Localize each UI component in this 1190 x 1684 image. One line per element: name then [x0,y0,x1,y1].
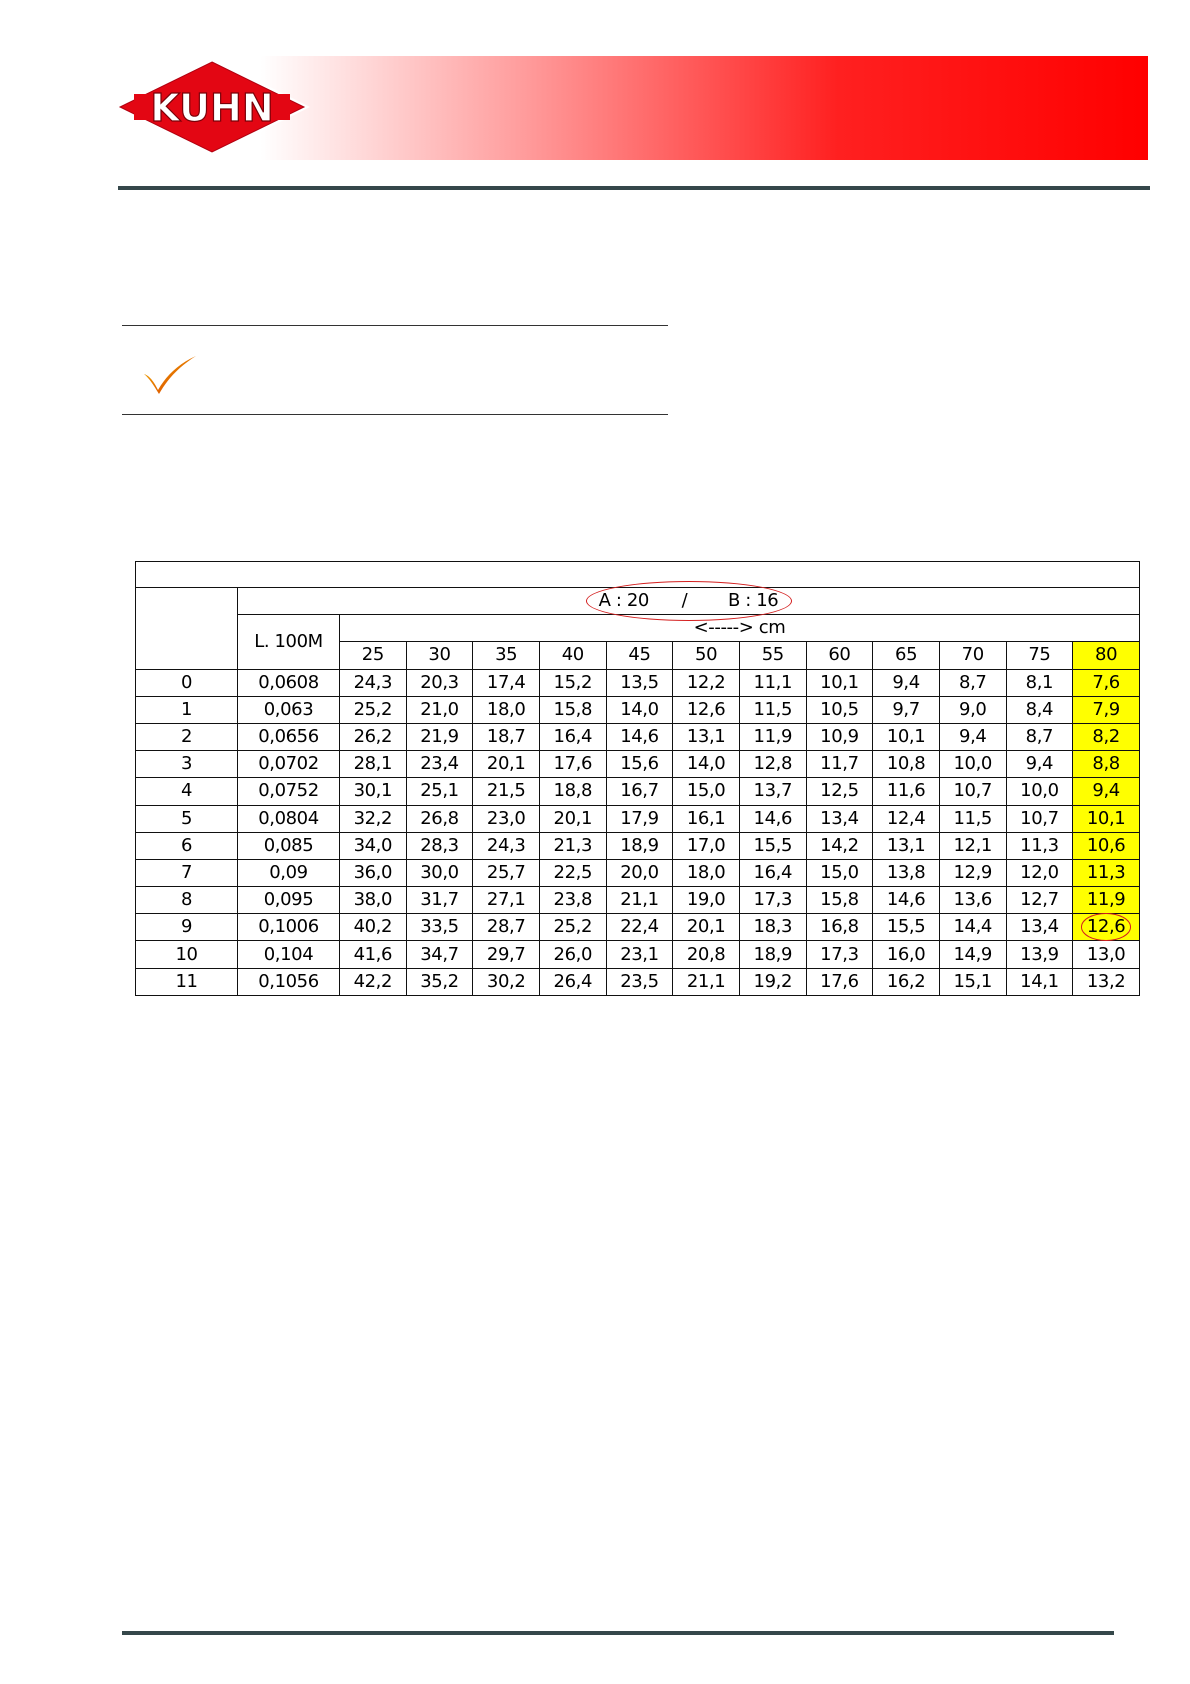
rate-cell: 15,8 [539,696,606,723]
rate-cell: 21,3 [539,832,606,859]
rate-cell: 12,8 [739,751,806,778]
rate-cell: 9,7 [873,696,940,723]
table-row [136,778,1140,805]
rate-cell: 21,1 [673,968,740,995]
rate-cell [1073,914,1140,941]
row-index-cell: 5 [136,805,238,832]
rate-cell: 30,0 [406,859,473,886]
unit-header: <-----> cm [340,615,1140,642]
rate-cell: 12,7 [1006,887,1073,914]
l100-cell: 0,1056 [238,968,340,995]
rate-cell: 11,6 [873,778,940,805]
rate-cell: 22,4 [606,914,673,941]
rate-cell: 8,7 [1006,723,1073,750]
rate-cell: 14,2 [806,832,873,859]
rate-cell: 26,8 [406,805,473,832]
rate-cell: 10,5 [806,696,873,723]
rate-cell: 9,4 [939,723,1006,750]
spacing-header-cell: 55 [739,642,806,669]
circled-rate-value: 12,6 [1086,916,1126,938]
rate-cell: 9,4 [1006,751,1073,778]
rate-cell: 9,4 [1073,778,1140,805]
table-row [136,669,1140,696]
rate-cell: 15,6 [606,751,673,778]
rate-cell: 20,8 [673,941,740,968]
rate-cell: 28,7 [473,914,540,941]
spacing-header-cell: 30 [406,642,473,669]
rate-cell: 8,4 [1006,696,1073,723]
rate-cell: 13,5 [606,669,673,696]
rate-cell: 14,0 [673,751,740,778]
rate-cell: 20,0 [606,859,673,886]
rate-cell: 18,9 [606,832,673,859]
spacing-header-cell: 60 [806,642,873,669]
rate-cell: 25,7 [473,859,540,886]
rate-cell: 11,9 [1073,887,1140,914]
rate-cell: 17,3 [739,887,806,914]
rate-cell: 17,3 [806,941,873,968]
rate-cell: 21,1 [606,887,673,914]
spacing-header-cell: 75 [1006,642,1073,669]
rate-cell: 11,3 [1006,832,1073,859]
rate-cell: 26,4 [539,968,606,995]
rate-cell: 26,0 [539,941,606,968]
kuhn-logo [112,56,312,158]
l100-cell: 0,104 [238,941,340,968]
l100-cell: 0,09 [238,859,340,886]
rate-cell: 11,5 [939,805,1006,832]
rate-cell: 29,7 [473,941,540,968]
table-row [136,751,1140,778]
rate-cell: 31,7 [406,887,473,914]
rate-cell: 26,2 [340,723,407,750]
rate-cell: 14,4 [939,914,1006,941]
rate-cell: 17,4 [473,669,540,696]
rate-cell: 10,0 [939,751,1006,778]
rate-cell: 34,7 [406,941,473,968]
spacing-header-cell: 45 [606,642,673,669]
rate-cell: 13,9 [1006,941,1073,968]
rate-cell: 7,9 [1073,696,1140,723]
rate-table-wrap [135,561,1140,996]
rate-cell: 12,5 [806,778,873,805]
l100-cell: 0,0608 [238,669,340,696]
rate-cell: 18,0 [473,696,540,723]
rate-cell: 32,2 [340,805,407,832]
rate-cell: 21,0 [406,696,473,723]
row-index-cell: 2 [136,723,238,750]
table-row [136,723,1140,750]
rate-cell: 20,1 [673,914,740,941]
spacing-header-cell: 70 [939,642,1006,669]
setting-header-cell [238,588,1140,615]
rate-cell: 18,9 [739,941,806,968]
rate-cell: 16,8 [806,914,873,941]
l100-cell: 0,063 [238,696,340,723]
rate-cell: 13,7 [739,778,806,805]
rate-cell: 10,1 [806,669,873,696]
table-row [136,832,1140,859]
setting-a: A : 20 [598,590,649,612]
row-index-cell: 0 [136,669,238,696]
rate-cell: 14,0 [606,696,673,723]
l100-cell: 0,0702 [238,751,340,778]
rate-cell: 23,4 [406,751,473,778]
rate-cell: 21,5 [473,778,540,805]
rate-cell: 10,8 [873,751,940,778]
rate-cell: 18,8 [539,778,606,805]
setting-b: B : 16 [727,590,779,612]
rate-cell: 14,1 [1006,968,1073,995]
rate-cell: 24,3 [473,832,540,859]
l100-cell: 0,0752 [238,778,340,805]
rate-cell: 11,7 [806,751,873,778]
rate-cell: 11,1 [739,669,806,696]
rate-cell: 13,2 [1073,968,1140,995]
rate-cell: 14,6 [606,723,673,750]
rate-cell: 10,1 [873,723,940,750]
rate-cell: 15,1 [939,968,1006,995]
l100-cell: 0,0656 [238,723,340,750]
rate-cell: 23,0 [473,805,540,832]
note-box [122,325,668,415]
rate-cell: 15,0 [806,859,873,886]
rate-cell: 41,6 [340,941,407,968]
l100-header: L. 100M [238,615,340,669]
rate-cell: 11,9 [739,723,806,750]
rate-cell: 30,2 [473,968,540,995]
row-index-cell: 10 [136,941,238,968]
rate-cell: 30,1 [340,778,407,805]
row-index-cell: 4 [136,778,238,805]
rate-cell: 11,5 [739,696,806,723]
rate-cell: 21,9 [406,723,473,750]
checkmark-icon [142,354,198,394]
rate-cell: 40,2 [340,914,407,941]
rate-cell: 27,1 [473,887,540,914]
rate-cell: 12,4 [873,805,940,832]
rate-cell: 11,3 [1073,859,1140,886]
l100-cell: 0,0804 [238,805,340,832]
rate-cell: 23,1 [606,941,673,968]
rate-cell: 12,6 [673,696,740,723]
rate-cell: 15,8 [806,887,873,914]
rate-cell: 9,0 [939,696,1006,723]
rate-cell: 20,1 [539,805,606,832]
table-row [136,941,1140,968]
rate-table [135,561,1140,996]
spacing-header-cell: 50 [673,642,740,669]
rate-cell: 15,5 [739,832,806,859]
row-index-cell: 3 [136,751,238,778]
rate-cell: 17,0 [673,832,740,859]
rate-cell: 7,6 [1073,669,1140,696]
rate-cell: 12,0 [1006,859,1073,886]
rate-cell: 8,8 [1073,751,1140,778]
rate-cell: 10,7 [1006,805,1073,832]
rate-cell: 36,0 [340,859,407,886]
l100-cell: 0,095 [238,887,340,914]
rate-cell: 16,2 [873,968,940,995]
rate-cell: 13,6 [939,887,1006,914]
rate-cell: 16,0 [873,941,940,968]
rate-cell: 15,2 [539,669,606,696]
spacing-header-cell: 40 [539,642,606,669]
rate-cell: 15,5 [873,914,940,941]
row-index-cell: 1 [136,696,238,723]
l100-cell: 0,1006 [238,914,340,941]
rate-cell: 14,6 [873,887,940,914]
rate-cell: 25,2 [539,914,606,941]
rate-cell: 12,9 [939,859,1006,886]
rate-cell: 18,7 [473,723,540,750]
rate-cell: 42,2 [340,968,407,995]
rate-cell: 33,5 [406,914,473,941]
table-row [136,887,1140,914]
rate-cell: 10,1 [1073,805,1140,832]
rate-cell: 12,2 [673,669,740,696]
index-header-cell [136,588,238,670]
table-row [136,968,1140,995]
rate-cell: 10,0 [1006,778,1073,805]
rate-cell: 8,2 [1073,723,1140,750]
rate-cell: 16,4 [739,859,806,886]
spacing-header-cell: 35 [473,642,540,669]
rate-cell: 23,5 [606,968,673,995]
rate-cell: 10,6 [1073,832,1140,859]
rate-cell: 16,1 [673,805,740,832]
rate-cell: 8,1 [1006,669,1073,696]
table-row [136,914,1140,941]
rate-cell: 10,9 [806,723,873,750]
rate-cell: 28,1 [340,751,407,778]
rate-cell: 8,7 [939,669,1006,696]
rate-cell: 34,0 [340,832,407,859]
rate-cell: 24,3 [340,669,407,696]
rate-cell: 13,1 [873,832,940,859]
row-index-cell: 7 [136,859,238,886]
rate-cell: 13,8 [873,859,940,886]
rate-cell: 18,3 [739,914,806,941]
rate-cell: 19,2 [739,968,806,995]
setting-slash: / [681,590,688,612]
rate-cell: 35,2 [406,968,473,995]
rate-cell: 28,3 [406,832,473,859]
rate-cell: 25,2 [340,696,407,723]
rate-cell: 10,7 [939,778,1006,805]
rate-cell: 38,0 [340,887,407,914]
header-rule [118,186,1150,190]
table-row [136,696,1140,723]
rate-cell: 12,1 [939,832,1006,859]
rate-cell: 25,1 [406,778,473,805]
rate-cell: 20,3 [406,669,473,696]
rate-cell: 14,9 [939,941,1006,968]
table-row [136,805,1140,832]
spacing-header-cell: 25 [340,642,407,669]
rate-cell: 9,4 [873,669,940,696]
spacing-header-cell: 65 [873,642,940,669]
table-row [136,859,1140,886]
rate-cell: 17,9 [606,805,673,832]
footer-rule [122,1631,1114,1635]
rate-cell: 16,7 [606,778,673,805]
rate-cell: 14,6 [739,805,806,832]
rate-cell: 13,4 [806,805,873,832]
rate-cell: 15,0 [673,778,740,805]
row-index-cell: 9 [136,914,238,941]
row-index-cell: 8 [136,887,238,914]
rate-cell: 22,5 [539,859,606,886]
row-index-cell: 11 [136,968,238,995]
rate-cell: 13,1 [673,723,740,750]
spacing-header-cell: 80 [1073,642,1140,669]
svg-text:KUHN: KUHN [150,86,274,130]
rate-cell: 16,4 [539,723,606,750]
rate-cell: 17,6 [539,751,606,778]
l100-cell: 0,085 [238,832,340,859]
rate-cell: 19,0 [673,887,740,914]
rate-cell: 13,0 [1073,941,1140,968]
rate-cell: 18,0 [673,859,740,886]
rate-cell: 23,8 [539,887,606,914]
rate-cell: 13,4 [1006,914,1073,941]
row-index-cell: 6 [136,832,238,859]
rate-cell: 17,6 [806,968,873,995]
rate-cell: 20,1 [473,751,540,778]
